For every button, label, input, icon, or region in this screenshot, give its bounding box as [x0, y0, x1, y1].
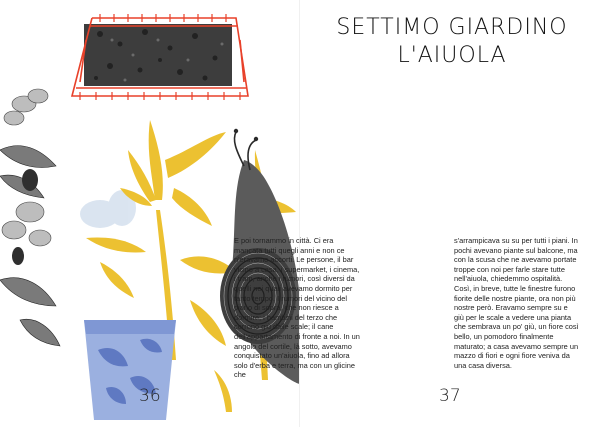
gray-flowers — [0, 89, 60, 346]
paragraph: s'arrampicava su su per tutti i piani. In pochi avevano piante sul balcone, ma con la scusa che ne avevamo portate troppe con noi per farle stare tutte nell'aiuola, chiedemmo ospitalità. Così, in breve, tutte le finestre furono fiorite delle nostre piante, ora non più nostre però. Eravamo sempre su e giù per le scale a vedere una pianta che sembrava un po' giù, un fiore così bello, un pomodoro finalmente maturato; a casa avevamo sempre un mazzo di fiori e ogni fiore veniva da una casa diversa. — [454, 236, 579, 370]
chapter-title — [318, 14, 586, 70]
page-number-left: 36 — [139, 386, 161, 406]
text-column-left — [234, 236, 360, 380]
chapter-title-line-2: L'AIUOLA — [397, 43, 507, 68]
paragraph: E poi tornammo in città. Ci era mancata tutti quegli anni e non ce n'eravamo accorti. Le persone, il bar vicino a casa, i supermarket, i cinema, i tram, anche i rumori, così diversi da quelli nei quali avevamo dormito per tanto tempo. I rumori del vicino del piano di sopra, che non riesce a dormire; i bambini del terzo che corrono giù dalle scale; il cane dell'appartamento di fronte a noi. In un angolo del cortile, là sotto, avevamo conquistato un'aiuola, fino ad allora solo d'erba e terra, ma con un glicine che — [234, 236, 360, 380]
garden-bed-image — [72, 14, 248, 100]
chapter-title-line-1: SETTIMO GIARDINO — [336, 15, 568, 40]
page-number-right: 37 — [439, 386, 461, 406]
blue-flower-pot — [84, 320, 176, 420]
text-column-right — [454, 236, 579, 370]
